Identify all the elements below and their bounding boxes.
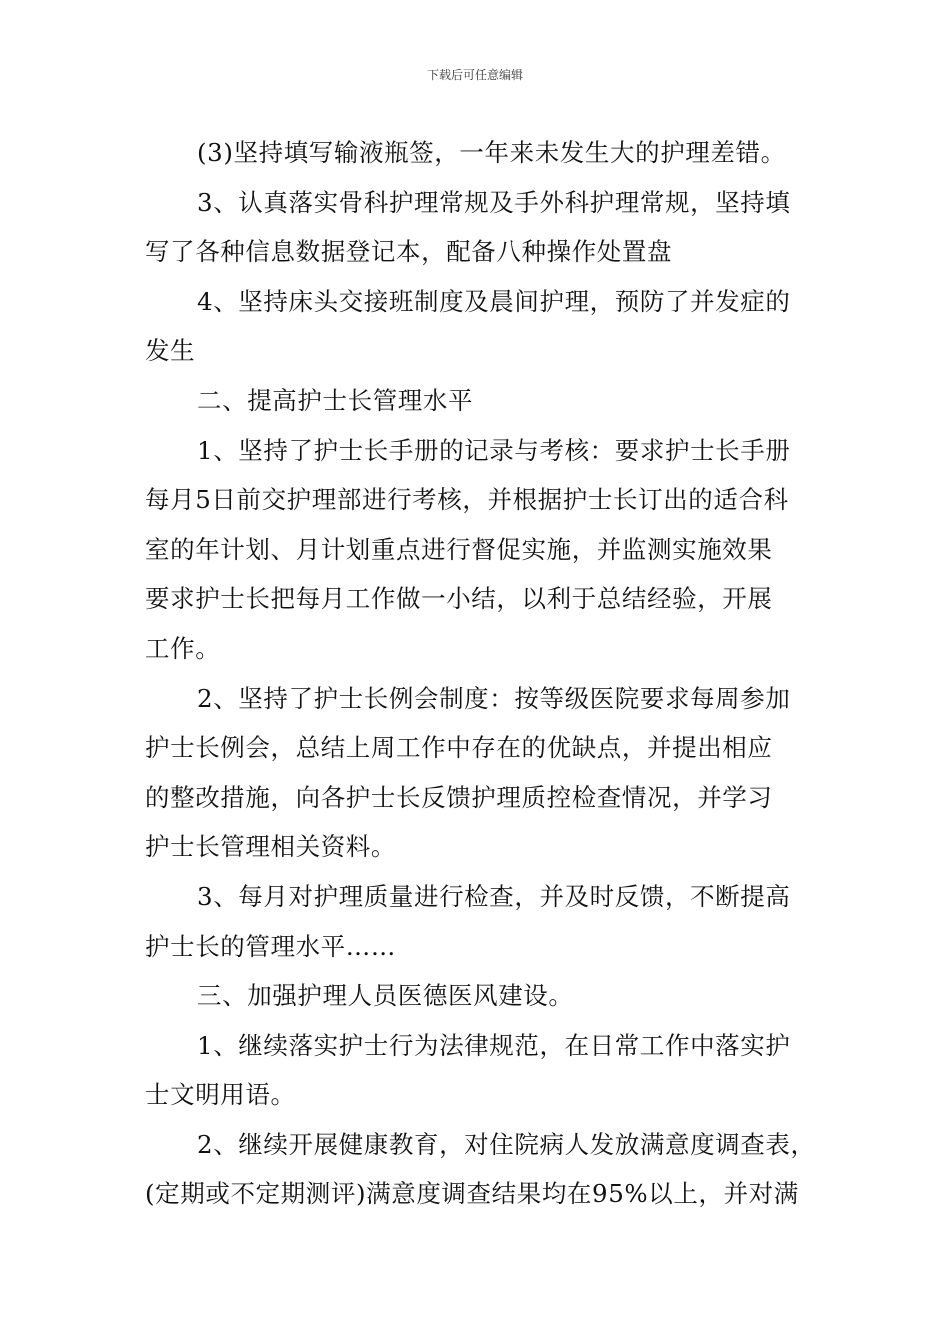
- text-line: 写了各种信息数据登记本，配备八种操作处置盘: [145, 237, 673, 267]
- text-line: 二、提高护士长管理水平: [197, 385, 474, 415]
- text-line: 的整改措施，向各护士长反馈护理质控检查情况，并学习: [145, 782, 773, 812]
- text-line: 2、继续开展健康教育，对住院病人发放满意度调查表，: [197, 1129, 816, 1159]
- text-line: 工作。: [145, 633, 221, 663]
- text-line: 士文明用语。: [145, 1080, 296, 1110]
- text-line: 护士长例会，总结上周工作中存在的优缺点，并提出相应: [145, 733, 773, 763]
- text-line: 三、加强护理人员医德医风建设。: [197, 981, 574, 1011]
- text-line: 每月5日前交护理部进行考核，并根据护士长订出的适合科: [145, 485, 789, 515]
- text-line: 1、继续落实护士行为法律规范，在日常工作中落实护: [197, 1030, 791, 1060]
- text-line: 3、每月对护理质量进行检查，并及时反馈，不断提高: [197, 881, 791, 911]
- text-line: 1、坚持了护士长手册的记录与考核：要求护士长手册: [197, 435, 791, 465]
- text-line: 要求护士长把每月工作做一小结，以利于总结经验，开展: [145, 584, 773, 614]
- page-header: 下载后可任意编辑: [426, 68, 523, 82]
- text-line: 3、认真落实骨科护理常规及手外科护理常规，坚持填: [197, 187, 791, 217]
- document-body: [145, 128, 816, 1219]
- text-line: (3)坚持填写输液瓶签，一年来未发生大的护理差错。: [197, 138, 786, 167]
- text-line: 护士长的管理水平……: [145, 931, 396, 961]
- text-line: 4、坚持床头交接班制度及晨间护理，预防了并发症的: [197, 286, 791, 316]
- text-line: 2、坚持了护士长例会制度：按等级医院要求每周参加: [197, 683, 791, 713]
- text-line: 发生: [145, 336, 196, 366]
- text-line: 室的年计划、月计划重点进行督促实施，并监测实施效果: [145, 534, 773, 564]
- text-line: 护士长管理相关资料。: [145, 832, 396, 862]
- text-line: (定期或不定期测评)满意度调查结果均在95%以上，并对满: [145, 1179, 799, 1209]
